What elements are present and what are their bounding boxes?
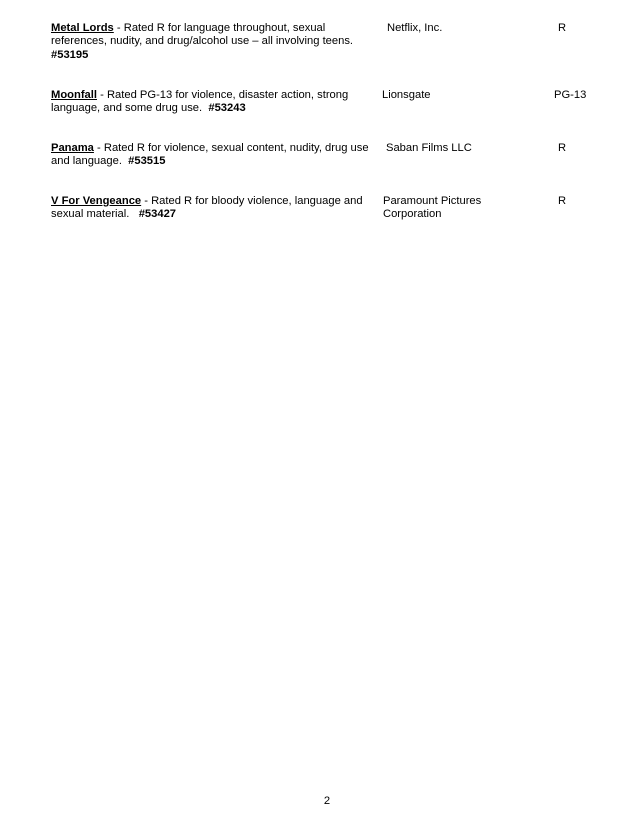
rating: R <box>558 142 567 154</box>
entry-description-block <box>51 89 369 116</box>
film-title: Metal Lords <box>51 22 114 34</box>
rating-reason: - Rated R for violence, sexual content, nudity, drug use and language. <box>51 142 369 168</box>
rating: PG-13 <box>554 89 587 101</box>
distributor: Lionsgate <box>382 89 431 101</box>
rating-reason: - Rated R for bloody violence, language and sexual material. <box>51 195 363 221</box>
rating: R <box>558 22 567 34</box>
distributor: Netflix, Inc. <box>387 22 443 34</box>
rating-reason: - Rated PG-13 for violence, disaster action, strong language, and some drug use. <box>51 89 349 115</box>
classification-number: #53427 <box>138 208 177 221</box>
film-title: V For Vengeance <box>51 195 142 207</box>
distributor: Paramount Pictures Corporation <box>383 195 482 221</box>
entry-description-block <box>51 195 369 222</box>
entry-description-block <box>51 142 369 169</box>
classification-number: #53243 <box>208 102 246 115</box>
entry-description-block <box>51 22 369 62</box>
classification-number: #53195 <box>51 48 89 61</box>
rating-reason: - Rated R for language throughout, sexual references, nudity, and drug/alcohol use – all involving teens. <box>51 22 354 48</box>
distributor: Saban Films LLC <box>386 142 472 154</box>
classification-number: #53515 <box>128 155 166 168</box>
film-title: Panama <box>51 142 94 154</box>
page-number: 2 <box>323 795 331 807</box>
rating: R <box>558 195 567 207</box>
film-title: Moonfall <box>51 89 97 101</box>
